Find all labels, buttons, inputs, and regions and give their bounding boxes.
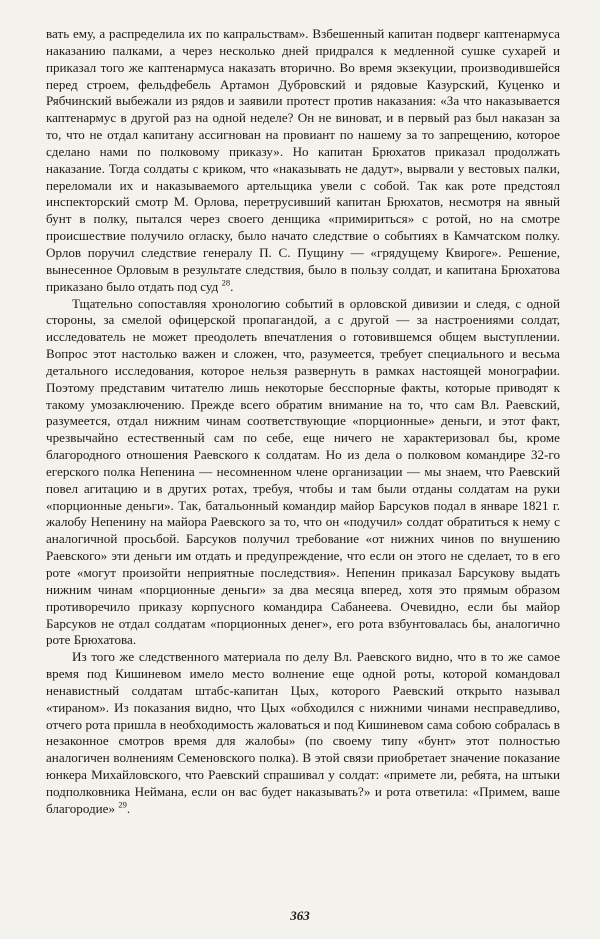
paragraph-3-text: Из того же следственного материала по делу Вл. Раевского видно, что в то же самое время под Кишиневом имело место волнение еще одной роты, которой командовал ненавистный солдатам штабс-капитан Цых, которого Раевский открыто называл «тираном». Из показания видно, что Цых «обходился с нижними чинами несправедливо, отчего рота пришла в необходимость жаловаться и под Кишиневом сама собою собралась в незаконное смотров время для жалобы» (по своему типу «бунт» этот полностью аналогичен волнениям Семеновского полка). В этой связи приобретает значение показание юнкера Михайловского, что Раевский спрашивал у солдат: «примете ли, ребята, на штыки подполковника Неймана, если он вас будет наказывать?» и рота ответила: «Примем, ваше благородие» — [46, 649, 560, 816]
paragraph-2-text: Тщательно сопоставляя хронологию событий в орловской дивизии и следя, с одной стороны, за смелой офицерской пропагандой, а с другой — за настроениями солдат, исследователь не может преодолеть впечатления о готовившемся общем выступлении. Вопрос этот настолько важен и сложен, что, разумеется, требует специального и весьма детального исследования, которое нельзя развернуть в рамках настоящей монографии. Поэтому представим читателю лишь некоторые бесспорные факты, которые приводят к такому умозаключению. Прежде всего обратим внимание на то, что сам Вл. Раевский, разумеется, отдал нижним чинам соответствующие «порционные» деньги, и этот факт, чрезвычайно естественный сам по себе, еще ничего не характеризовал бы, кроме благородного отношения Раевского к солдатам. Но из дела о полковом командире 32-го егерского полка Непенина — несомненном члене организации — мы знаем, что Раевский повел агитацию и в других ротах, требуя, чтобы и там были отданы солдатам на руки «порционные деньги». Так, батальонный командир майор Барсуков подал в январе 1821 г. жалобу Непенину на майора Раевского за то, что он «подучил» солдат обратиться к нему с аналогичной просьбой. Барсуков получил требование «от нижних чинов по внушению Раевского» эти деньги им отдать и предупреждение, что если он этого не сделает, то в его роте «могут произойти неприятные последствия». Непенин приказал Барсукову выдать нижним чинам «порционные деньги» за два месяца вперед, хотя это прямым образом противоречило приказу корпусного командира Сабанеева. Очевидно, если бы майор Барсуков не отдал солдатам «порционных денег», его рота взбунтовалась бы, аналогично роте Брюхатова. — [46, 295, 560, 648]
body-text — [46, 26, 560, 818]
paragraph-1-text: вать ему, а распределила их по капральствам». Взбешенный капитан подверг каптенармуса наказанию палками, а через несколько дней придрался к медленной сушке сухарей и приказал того же каптенармуса наказать вторично. Во время экзекуции, производившейся перед строем, фельдфебель Артамон Дубровский и рядовые Казурский, Куценко и Рябчинский выбежали из рядов и заявили протест против наказания: «За что наказывается каптенармус в другой раз на одной неделе? Он не виноват, и в первый раз был наказан за то, что не отдал капитану ассигнован на провиант по нашему за то запрещению, которое сделано нами по полковому приказу». Но капитан Брюхатов приказал продолжать наказание. Тогда солдаты с криком, что «наказывать не дадут», вырвали у вестовых палки, переломали их и наказываемого артельщика увели с собой. Так как роте предстоял инспекторский смотр М. Орлова, перетрусивший капитан Брюхатов, несмотря на явный бунт в полку, пытался через своего денщика «примириться» с ротой, но на смотре происшествие получило огласку, было начато следствие о событиях в Камчатском полку. Орлов поручил следствие генералу П. С. Пущину — «грядущему Квироге». Решение, вынесенное Орловым в результате следствия, было в пользу солдат, и капитана Брюхатова приказано было отдать под суд — [46, 26, 560, 294]
paragraph-3: Из того же следственного материала по делу Вл. Раевского видно, что в то же самое время под Кишиневом имело место волнение еще одной роты, которой командовал ненавистный солдатам штабс-капитан Цых, которого Раевский открыто называл «тираном». Из показания видно, что Цых «обходился с нижними чинами несправедливо, отчего рота пришла в необходимость жаловаться и под Кишиневом сама собою собралась в незаконное смотров время для жалобы» (по своему типу «бунт» этот полностью аналогичен волнениям Семеновского полка). В этой связи приобретает значение показание юнкера Михайловского, что Раевский спрашивал у солдат: «примете ли, ребята, на штыки подполковника Неймана, если он вас будет наказывать?» и рота ответила: «Примем, ваше благородие» $^{29}$. — [46, 649, 560, 816]
paragraph-1: вать ему, а распределила их по капральствам». Взбешенный капитан подверг каптенармуса наказанию палками, а через несколько дней придрался к медленной сушке сухарей и приказал того же каптенармуса наказать вторично. Во время экзекуции, производившейся перед строем, фельдфебель Артамон Дубровский и рядовые Казурский, Куценко и Рябчинский выбежали из рядов и заявили протест против наказания: «За что наказывается каптенармус в другой раз на одной неделе? Он не виноват, и в первый раз был наказан за то, что не отдал капитану ассигнован на провиант по нашему за то запрещению, которое сделано нами по полковому приказу». Но капитан Брюхатов приказал продолжать наказание. Тогда солдаты с криком, что «наказывать не дадут», вырвали у вестовых палки, переломали их и наказываемого артельщика увели с собой. Так как роте предстоял инспекторский смотр М. Орлова, перетрусивший капитан Брюхатов, несмотря на явный бунт в полку, пытался через своего денщика «примириться» с ротой, но на смотре происшествие получило огласку, было начато следствие о событиях в Камчатском полку. Орлов поручил следствие генералу П. С. Пущину — «грядущему Квироге». Решение, вынесенное Орловым в результате следствия, было в пользу солдат, и капитана Брюхатова приказано было отдать под суд $^{28}$. — [46, 26, 560, 294]
footnote-ref-29[interactable]: 29 — [118, 799, 127, 810]
footnote-ref-28[interactable]: 28 — [221, 277, 231, 288]
paragraph-2 — [46, 296, 560, 650]
page-number: 363 — [290, 908, 310, 923]
